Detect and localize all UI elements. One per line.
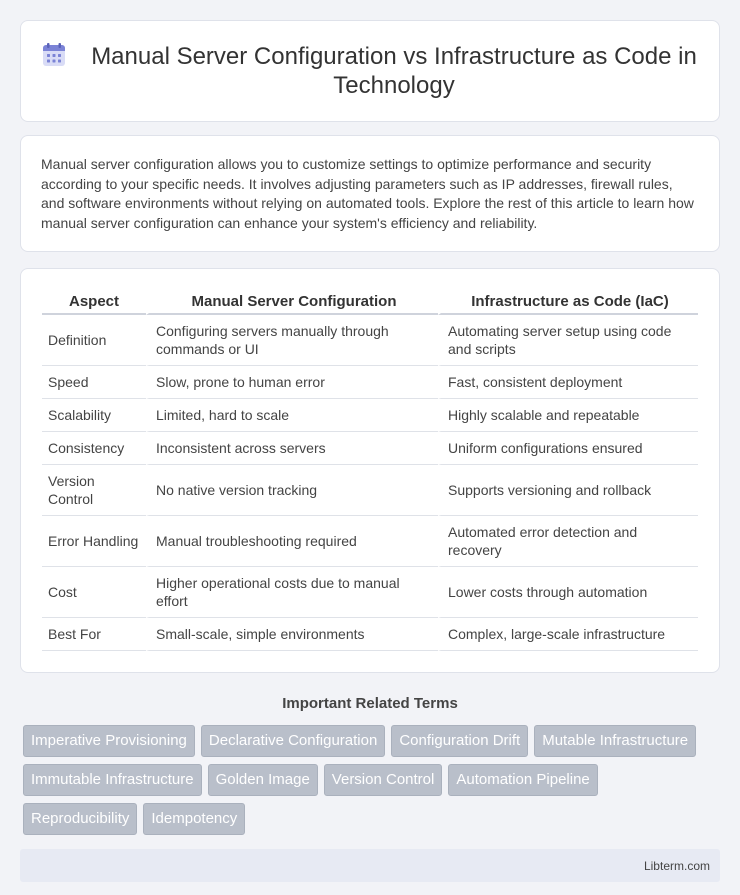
row-iac: Complex, large-scale infrastructure bbox=[438, 618, 698, 651]
table-row bbox=[42, 366, 698, 399]
row-manual: Limited, hard to scale bbox=[146, 399, 438, 432]
row-aspect: Best For bbox=[42, 618, 146, 651]
tag-version-control[interactable]: Version Control bbox=[324, 764, 443, 796]
row-iac: Uniform configurations ensured bbox=[438, 432, 698, 465]
tag-reproducibility[interactable]: Reproducibility bbox=[23, 803, 137, 835]
tag-mutable-infrastructure[interactable]: Mutable Infrastructure bbox=[534, 725, 696, 757]
comparison-table-card bbox=[20, 268, 720, 673]
row-manual: Higher operational costs due to manual effort bbox=[146, 567, 438, 618]
row-aspect: Scalability bbox=[42, 399, 146, 432]
footer bbox=[20, 849, 720, 882]
row-iac: Highly scalable and repeatable bbox=[438, 399, 698, 432]
tag-configuration-drift[interactable]: Configuration Drift bbox=[391, 725, 528, 757]
row-aspect: Definition bbox=[42, 315, 146, 366]
header-manual: Manual Server Configuration bbox=[146, 287, 438, 315]
row-manual: Slow, prone to human error bbox=[146, 366, 438, 399]
tag-imperative-provisioning[interactable]: Imperative Provisioning bbox=[23, 725, 195, 757]
table-row bbox=[42, 399, 698, 432]
row-aspect: Consistency bbox=[42, 432, 146, 465]
tag-declarative-configuration[interactable]: Declarative Configuration bbox=[201, 725, 385, 757]
table-row bbox=[42, 315, 698, 366]
related-terms-title: Important Related Terms bbox=[282, 695, 458, 712]
header-aspect: Aspect bbox=[42, 287, 146, 315]
tag-automation-pipeline[interactable]: Automation Pipeline bbox=[448, 764, 597, 796]
calendar-icon bbox=[41, 42, 67, 68]
table-row bbox=[42, 465, 698, 516]
table-row bbox=[42, 432, 698, 465]
comparison-table bbox=[42, 287, 698, 651]
table-header-row bbox=[42, 287, 698, 315]
row-manual: Inconsistent across servers bbox=[146, 432, 438, 465]
intro-text: Manual server configuration allows you to customize settings to optimize performance and security according to your specific needs. It involves adjusting parameters such as IP addresses, firewall rules, and software environments without relying on automated tools. Explore the rest of this article to learn how manual server configuration can enhance your system's efficiency and reliability. bbox=[41, 156, 694, 231]
row-manual: Manual troubleshooting required bbox=[146, 516, 438, 567]
row-iac: Supports versioning and rollback bbox=[438, 465, 698, 516]
row-aspect: Speed bbox=[42, 366, 146, 399]
table-row bbox=[42, 567, 698, 618]
page-title: Manual Server Configuration vs Infrastructure as Code in Technology bbox=[91, 43, 697, 99]
row-aspect: Error Handling bbox=[42, 516, 146, 567]
table-row bbox=[42, 618, 698, 651]
tag-immutable-infrastructure[interactable]: Immutable Infrastructure bbox=[23, 764, 202, 796]
row-manual: No native version tracking bbox=[146, 465, 438, 516]
row-manual: Small-scale, simple environments bbox=[146, 618, 438, 651]
tag-idempotency[interactable]: Idempotency bbox=[143, 803, 245, 835]
header-inner bbox=[41, 42, 699, 100]
row-aspect: Cost bbox=[42, 567, 146, 618]
row-iac: Automating server setup using code and scripts bbox=[438, 315, 698, 366]
footer-site-link[interactable]: Libterm.com bbox=[643, 858, 710, 873]
intro-card bbox=[20, 135, 720, 252]
tag-golden-image[interactable]: Golden Image bbox=[208, 764, 318, 796]
header-card bbox=[20, 20, 720, 122]
row-iac: Lower costs through automation bbox=[438, 567, 698, 618]
header-iac: Infrastructure as Code (IaC) bbox=[438, 287, 698, 315]
row-iac: Automated error detection and recovery bbox=[438, 516, 698, 567]
row-aspect: Version Control bbox=[42, 465, 146, 516]
table-row bbox=[42, 516, 698, 567]
related-terms-tags bbox=[20, 725, 720, 842]
row-manual: Configuring servers manually through commands or UI bbox=[146, 315, 438, 366]
row-iac: Fast, consistent deployment bbox=[438, 366, 698, 399]
